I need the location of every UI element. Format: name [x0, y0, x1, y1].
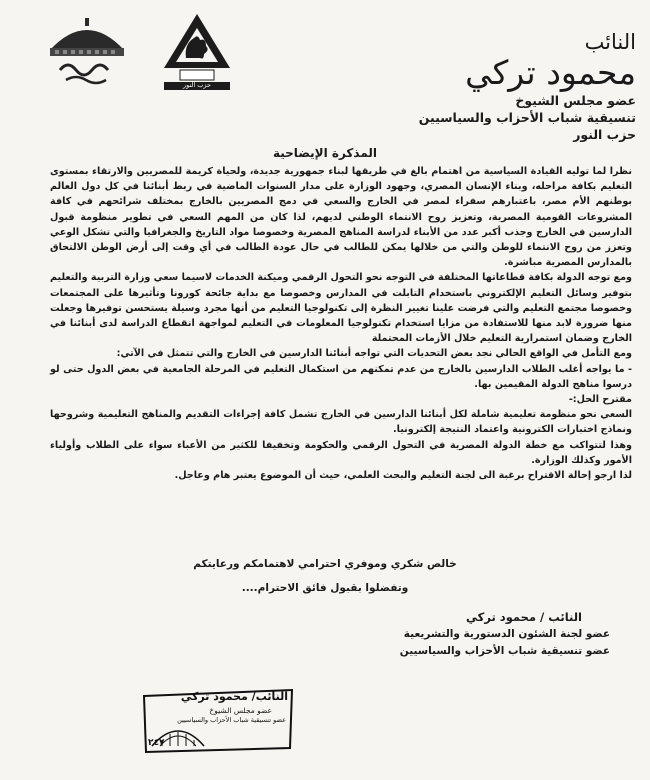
- signature-name: النائب / محمود تركي: [466, 610, 582, 624]
- memo-paragraph: ومع توجه الدولة بكافة قطاعاتها المختلفة في التوجه نحو التحول الرقمي وميكنة الخدمات لاسيما سعي وزارة التربية والتعليم بتوفير وسائل التعليم الإلكتروني باستخدام التابلت في المدارس وخصوصا مع بداية جائحة كورونا وتأثيرها على المجتمعات وخصوصا مجتمع التعليم والتي فرضت علينا تغيير النظرة إلى تكنولوجيا التعليم من أنها مجرد وسيلة يستحسن توفيرها وجعلت منها ضرورة لابد منها للاستفادة من مزايا استخدام تكنولوجيا المعلومات في التعليم لمواجهة انقطاع الدراسة لدى أبنائنا في الخارج وضمان استمرارية التعليم خلال الأزمات المحتملة: [50, 272, 632, 345]
- stamp-text: [138, 686, 298, 756]
- sender-role: عضو مجلس الشيوخ: [515, 93, 636, 108]
- memo-thanks: خالص شكري وموفري احترامي لاهتمامكم ورعايتكم: [193, 558, 457, 570]
- memo-title: المذكرة الإيضاحية: [272, 146, 377, 160]
- memo-paragraph: - ما يواجه أغلب الطلاب الدارسين بالخارج من عدم تمكنهم من استكمال التعليم في المرحلة الجامعية في بعض الدول حتى لو درسوا مناهج الدولة المقيمين بها.: [50, 363, 632, 390]
- sender-title: النائب: [584, 30, 636, 54]
- party-logo: [156, 10, 238, 94]
- signature-committee: عضو لجنة الشئون الدستورية والتشريعية: [403, 628, 610, 640]
- memo-paragraph: مقترح الحل:-: [568, 394, 632, 406]
- sender-block: [376, 30, 636, 143]
- signature-org: عضو تنسيقية شباب الأحزاب والسياسيين: [399, 645, 610, 657]
- memo-closing: وتفضلوا بقبول فائق الاحترام....: [241, 582, 409, 594]
- official-stamp: [138, 686, 298, 756]
- memo-paragraph: لذا ارجو إحالة الاقتراح برغبة الى لجنة التعليم والبحث العلمي، حيث أن الموضوع يعتبر هام وعاجل.: [174, 470, 632, 482]
- memo-paragraph: وهذا لتتواكب مع خطة الدولة المصرية في التحول الرقمي والحكومة وتخفيفا للكثير من الأعباء سواء على الطلاب وأولياء الأمور وكذلك الوزارة.: [50, 439, 632, 466]
- senate-dome-icon: [44, 12, 130, 94]
- memo-paragraph: نظرا لما توليه القيادة السياسية من اهتمام بالغ في طريقها لبناء جمهورية جديدة، ولحياة كريمة للمصريين والارتقاء بمستوى التعليم بكافة مراحله، وبناء الإنسان المصري، وجهود الوزارة على مدار السنوات الماضية في ربط أبنائنا في كل دول العالم بوطنهم الأم مصر، باعتبارهم سفراء لمصر في الخارج والسعي في دمج المصريين بالخارج بمختلف شرائحهم في كافة المشروعات القومية المصرية، وتعزيز روح الانتماء الوطني لديهم، لذا كان من المهم السعي في تطوير منظومة قبول الدارسين في الخارج وجذب أكبر عدد من الأبناء لدراسة المناهج المصرية وخصوصا مواد التاريخ والجغرافيا والتي تشكل الوعي وتعزز من روح الانتماء للوطن والتي من خلالها يمكن للطالب في حال عودة الطالب في أي وقت إلى أرض الوطن الالتحاق بالمدارس المصرية مباشرة.: [50, 166, 632, 269]
- sender-name: محمود تركي: [465, 53, 636, 92]
- stamp-name: النائب/ محمود تركي: [180, 690, 288, 703]
- sender-org: تنسيقية شباب الأحزاب والسياسيين: [418, 110, 636, 125]
- senate-logo: [44, 12, 130, 94]
- stamp-role: عضو مجلس الشيوخ: [209, 706, 272, 715]
- memo-body: [50, 164, 632, 483]
- signature-block: [280, 609, 610, 660]
- sender-party: حزب النور: [573, 127, 636, 142]
- stamp-number: ٢٤٧: [148, 738, 165, 748]
- memo-paragraph: ومع التأمل في الواقع الحالي نجد بعض التحديات التي تواجه أبنائنا الدارسين في الخارج والتي تتمثل في الآتي:: [116, 348, 632, 360]
- party-logo-text: حزب النور: [182, 81, 212, 89]
- stamp-org: عضو تنسيقية شباب الأحزاب والسياسيين: [177, 716, 286, 724]
- memo-paragraph: السعي نحو منظومة تعليمية شاملة لكل أبنائنا الدارسين في الخارج تشمل كافة إجراءات التقديم والمناهج التعليمية وشروحها ونماذج اختبارات الكترونية واعتماد النتيجة إلكترونيا.: [50, 409, 632, 436]
